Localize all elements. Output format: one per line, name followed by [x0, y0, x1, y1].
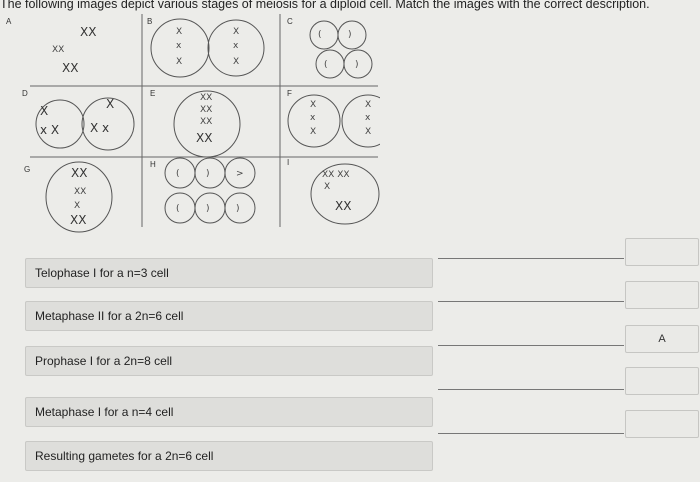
svg-text:XX: XX — [70, 213, 87, 227]
svg-text:): ) — [355, 60, 359, 70]
svg-text:XX: XX — [62, 61, 79, 75]
svg-text:): ) — [206, 169, 210, 179]
svg-text:X: X — [176, 27, 183, 37]
connector-line — [438, 389, 624, 390]
connector-line — [438, 345, 624, 346]
svg-text:X: X — [74, 201, 81, 211]
panel-b-cells — [151, 19, 264, 77]
description-item[interactable]: Telophase I for a n=3 cell — [25, 258, 433, 288]
answer-dropdown[interactable]: A — [625, 325, 699, 353]
panel-h-cells — [165, 158, 255, 223]
svg-text:XX: XX — [200, 105, 213, 115]
description-item[interactable]: Prophase I for a 2n=8 cell — [25, 346, 433, 376]
svg-text:X: X — [310, 100, 317, 110]
svg-text:XX: XX — [200, 93, 213, 103]
panel-label-e: E — [150, 89, 156, 98]
svg-text:): ) — [348, 30, 352, 40]
panel-c-cells — [310, 21, 372, 78]
svg-text:X: X — [106, 97, 115, 111]
panel-label-f: F — [287, 89, 292, 98]
svg-text:(: ( — [176, 169, 180, 179]
svg-text:XX: XX — [52, 45, 65, 55]
svg-text:x X: x X — [40, 123, 60, 137]
svg-text:): ) — [236, 204, 240, 214]
svg-text:X: X — [176, 57, 183, 67]
svg-text:XX: XX — [200, 117, 213, 127]
description-item[interactable]: Metaphase II for a 2n=6 cell — [25, 301, 433, 331]
panel-label-a: A — [6, 17, 12, 26]
svg-text:XX: XX — [196, 131, 213, 145]
svg-text:X: X — [365, 127, 372, 137]
panel-label-g: G — [24, 165, 31, 174]
svg-text:X: X — [310, 127, 317, 137]
question-text: The following images depict various stages of meiosis for a diploid cell. Match the images with the correct description. — [0, 0, 650, 11]
description-item[interactable]: Metaphase I for a n=4 cell — [25, 397, 433, 427]
answer-dropdown[interactable] — [625, 281, 699, 309]
svg-text:x: x — [365, 113, 371, 123]
description-item[interactable]: Resulting gametes for a 2n=6 cell — [25, 441, 433, 471]
answer-dropdown[interactable] — [625, 410, 699, 438]
meiosis-figure — [0, 12, 380, 242]
svg-text:X: X — [365, 100, 372, 110]
connector-line — [438, 301, 624, 302]
panel-i-cell — [311, 164, 379, 224]
svg-text:X x: X x — [90, 121, 110, 135]
svg-text:(: ( — [324, 60, 328, 70]
panel-a-chromosomes — [52, 25, 96, 75]
svg-text:(: ( — [176, 204, 180, 214]
svg-text:XX: XX — [71, 166, 88, 180]
svg-text:(: ( — [318, 30, 322, 40]
panel-f-cells — [288, 95, 380, 147]
connector-line — [438, 258, 624, 259]
svg-text:x: x — [176, 41, 182, 51]
svg-text:XX: XX — [335, 199, 352, 213]
svg-text:>: > — [236, 169, 244, 179]
svg-text:XX: XX — [80, 25, 97, 39]
svg-text:X: X — [324, 182, 331, 192]
panel-label-i: I — [287, 158, 290, 167]
svg-text:x: x — [310, 113, 316, 123]
answer-dropdown[interactable] — [625, 238, 699, 266]
svg-text:X: X — [233, 27, 240, 37]
panel-g-cell — [46, 162, 112, 232]
answer-dropdown[interactable] — [625, 367, 699, 395]
svg-text:): ) — [206, 204, 210, 214]
panel-d-cells — [36, 97, 134, 150]
svg-text:XX XX: XX XX — [322, 170, 350, 180]
svg-text:XX: XX — [74, 187, 87, 197]
panel-label-d: D — [22, 89, 28, 98]
svg-text:x: x — [233, 41, 239, 51]
panel-label-c: C — [287, 17, 293, 26]
svg-text:X: X — [40, 104, 49, 118]
panel-label-h: H — [150, 160, 156, 169]
svg-text:X: X — [233, 57, 240, 67]
panel-label-b: B — [147, 17, 153, 26]
panel-e-cell — [174, 91, 240, 157]
connector-line — [438, 433, 624, 434]
